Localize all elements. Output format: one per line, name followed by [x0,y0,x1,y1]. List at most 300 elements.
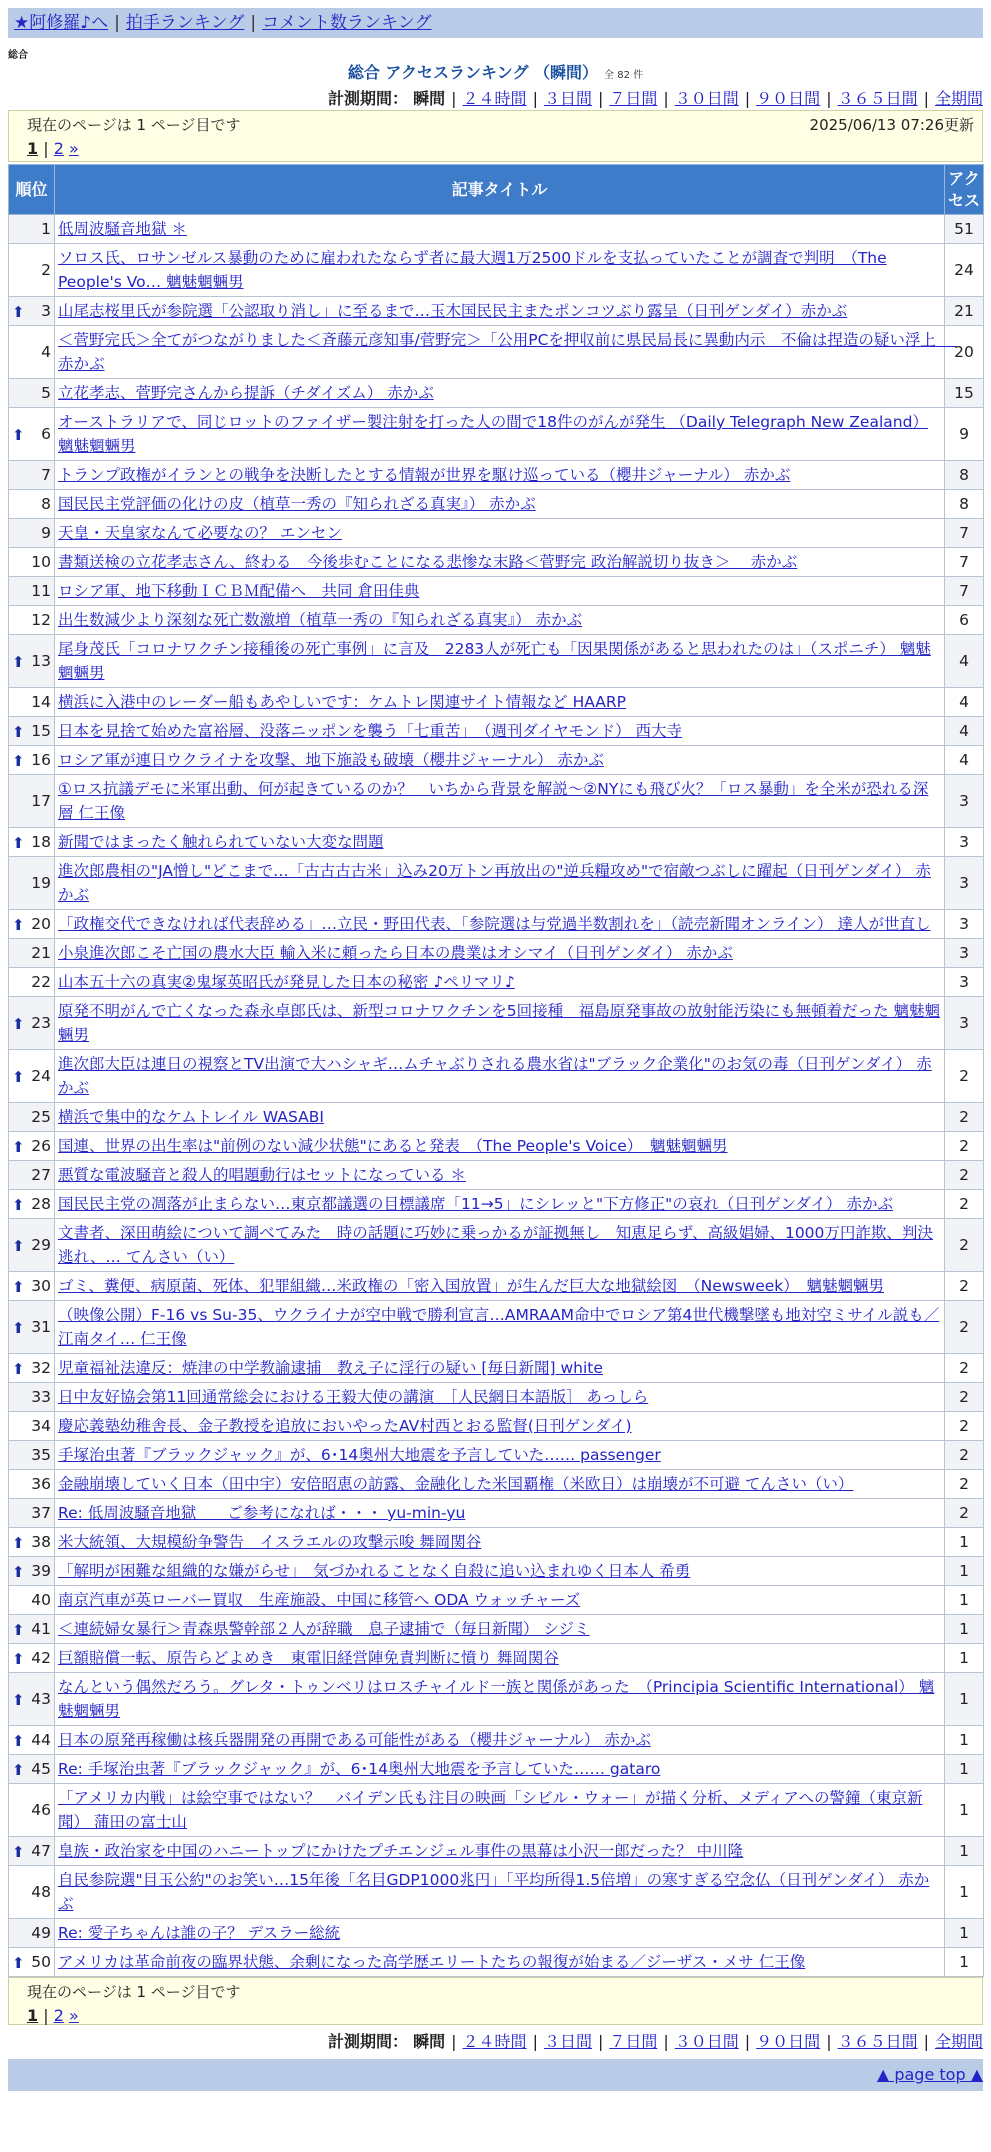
rank-cell [9,297,55,326]
table-row [9,408,984,461]
title-cell [55,1441,945,1470]
access-count: 21 [945,297,984,326]
article-title-link[interactable]: Re: 愛子ちゃんは誰の子？ デスラー総統 [58,1924,341,1942]
rank-up-arrow-icon: ⬆ [12,1068,25,1086]
period-all-link-bottom[interactable]: 全期間 [934,2032,983,2051]
access-header: アクセス [945,165,984,215]
title-cell [55,1383,945,1412]
article-title-link[interactable]: 国連、世界の出生率は"前例のない減少状態"にあると発表 （The People's Voice） 魑魅魍魎男 [58,1137,728,1155]
article-title-link[interactable]: 金融崩壊していく日本（田中宇）安倍昭恵の訪露、金融化した米国覇権（米欧日）は崩壊が不可避 てんさい（い） [58,1475,854,1493]
rank-number: 20 [31,915,51,933]
table-row [9,577,984,606]
table-row [9,1557,984,1586]
rank-up-arrow-icon: ⬆ [12,426,25,444]
rank-cell [9,244,55,297]
access-count: 1 [945,1726,984,1755]
table-row [9,828,984,857]
rank-number: 47 [31,1842,51,1860]
article-title-link[interactable]: 横浜に入港中のレーダー船もあやしいです：ケムトレ関連サイト情報など HAARP [58,693,626,711]
rank-up-arrow-icon: ⬆ [12,1534,25,1552]
rank-cell [9,1103,55,1132]
article-title-link[interactable]: 小泉進次郎こそ亡国の農水大臣 輸入米に頼ったら日本の農業はオシマイ（日刊ゲンダイ） 赤かぶ [58,944,733,962]
article-title-link[interactable]: 「アメリカ内戦」は絵空事ではない？ バイデン氏も注目の映画「シビル・ウォー」が描く分析、メディアへの警鐘（東京新聞） 蒲田の富士山 [58,1789,923,1831]
rank-cell [9,1919,55,1948]
rank-up-arrow-icon: ⬆ [12,1278,25,1296]
title-cell [55,1528,945,1557]
article-title-link[interactable]: 横浜で集中的なケムトレイル WASABI [58,1108,324,1126]
rank-number: 32 [31,1359,51,1377]
access-count: 2 [945,1383,984,1412]
access-count: 2 [945,1050,984,1103]
article-title-link[interactable]: 出生数減少より深刻な死亡数激増（植草一秀の『知られざる真実』） 赤かぶ [58,611,583,629]
access-count: 1 [945,1586,984,1615]
rank-number: 17 [31,792,51,810]
table-row [9,910,984,939]
rank-cell [9,379,55,408]
title-cell [55,1557,945,1586]
rank-number: 2 [41,261,51,279]
rank-up-arrow-icon: ⬆ [12,1954,25,1972]
table-row [9,1784,984,1837]
access-count: 3 [945,775,984,828]
period-7d-link-bottom[interactable]: ７日間 [609,2032,658,2051]
title-cell [55,606,945,635]
title-cell [55,857,945,910]
rank-number: 3 [41,302,51,320]
table-row [9,717,984,746]
rank-cell [9,1161,55,1190]
access-count: 1 [945,1784,984,1837]
period-24h-link[interactable]: ２４時間 [462,89,527,108]
title-cell [55,1272,945,1301]
rank-cell [9,997,55,1050]
period-365d-link-bottom[interactable]: ３６５日間 [837,2032,918,2051]
rank-cell [9,1586,55,1615]
rank-number: 31 [31,1318,51,1336]
access-count: 3 [945,910,984,939]
page-top-link[interactable]: ▲ page top ▲ [876,2065,983,2084]
rank-up-arrow-icon: ⬆ [12,653,25,671]
rank-cell [9,548,55,577]
rank-up-arrow-icon: ⬆ [12,1138,25,1156]
access-count: 7 [945,548,984,577]
period-label-bottom: 計測期間： [328,2032,409,2051]
table-row [9,1161,984,1190]
access-count: 51 [945,215,984,244]
table-row [9,1586,984,1615]
table-row [9,1383,984,1412]
rank-up-arrow-icon: ⬆ [12,1563,25,1581]
title-header: 記事タイトル [55,165,945,215]
period-selector-top: 計測期間： 瞬間 | ２４時間 | ３日間 | ７日間 | ３０日間 | ９０日間 | ３６５日間 | 全期間 [328,89,983,108]
period-90d-link[interactable]: ９０日間 [756,89,821,108]
rank-cell [9,1301,55,1354]
table-row [9,635,984,688]
rank-cell [9,910,55,939]
rank-cell [9,828,55,857]
access-count: 20 [945,326,984,379]
rank-cell [9,1615,55,1644]
pagination-bottom: 1 | 2 » [27,2006,79,2025]
next-page-link[interactable]: » [68,139,79,158]
rank-number: 34 [31,1417,51,1435]
access-count: 1 [945,1528,984,1557]
title-cell [55,548,945,577]
access-count: 8 [945,490,984,519]
article-title-link[interactable]: 天皇・天皇家なんて必要なの？ エンセン [58,524,342,542]
rank-cell [9,577,55,606]
table-row [9,1412,984,1441]
table-row [9,326,984,379]
page-2-link-bottom[interactable]: 2 [53,2006,64,2025]
article-title-link[interactable]: 悪質な電波騒音と殺人的唱題動行はセットになっている ＊ [58,1166,466,1184]
table-row [9,1219,984,1272]
access-count: 1 [945,1557,984,1586]
access-count: 4 [945,746,984,775]
title-cell [55,1866,945,1919]
table-row [9,1866,984,1919]
rank-number: 6 [41,425,51,443]
rank-number: 43 [31,1690,51,1708]
top-nav [8,8,983,38]
rank-number: 16 [31,751,51,769]
rank-number: 15 [31,722,51,740]
ranking-table [8,164,984,1977]
title-cell [55,1673,945,1726]
article-title-link[interactable]: 国民民主党評価の化けの皮（植草一秀の『知られざる真実』） 赤かぶ [58,495,536,513]
article-title-link[interactable]: 日中友好協会第11回通常総会における王毅大使の講演 ［人民網日本語版］ あっしら [58,1388,649,1406]
rank-number: 10 [31,553,51,571]
title-cell [55,1103,945,1132]
table-row [9,939,984,968]
table-row [9,775,984,828]
access-count: 1 [945,1673,984,1726]
ranking-title: 総合 アクセスランキング （瞬間） [347,63,599,82]
access-count: 3 [945,968,984,997]
rank-number: 49 [31,1924,51,1942]
article-title-link[interactable]: 尾身茂氏「コロナワクチン接種後の死亡事例」に言及 2283人が死亡も「因果関係があると思われたのは」（スポニチ） 魑魅魍魎男 [58,640,931,682]
article-title-link[interactable]: ゴミ、糞便、病原菌、死体、犯罪組織…米政権の「密入国放置」が生んだ巨大な地獄絵図 （Newsweek） 魑魅魍魎男 [58,1277,884,1295]
rank-cell [9,490,55,519]
rank-up-arrow-icon: ⬆ [12,1732,25,1750]
title-cell [55,577,945,606]
article-title-link[interactable]: 日本の原発再稼働は核兵器開発の再開である可能性がある（櫻井ジャーナル） 赤かぶ [58,1731,651,1749]
access-count: 2 [945,1470,984,1499]
access-count: 2 [945,1219,984,1272]
table-row [9,1528,984,1557]
table-row [9,968,984,997]
rank-cell [9,1755,55,1784]
next-page-link-bottom[interactable]: » [68,2006,79,2025]
table-row [9,1470,984,1499]
rank-up-arrow-icon: ⬆ [12,1319,25,1337]
rank-up-arrow-icon: ⬆ [12,1196,25,1214]
rank-number: 40 [31,1591,51,1609]
access-count: 3 [945,857,984,910]
table-row [9,746,984,775]
access-count: 3 [945,939,984,968]
rank-up-arrow-icon: ⬆ [12,1691,25,1709]
rank-number: 8 [41,495,51,513]
access-count: 1 [945,1755,984,1784]
table-row [9,1615,984,1644]
access-count: 9 [945,408,984,461]
rank-cell [9,1784,55,1837]
title-cell [55,379,945,408]
article-title-link[interactable]: 「解明が困難な組織的な嫌がらせ」 気づかれることなく自殺に追い込まれゆく日本人 希勇 [58,1562,691,1580]
table-row [9,1948,984,1977]
article-title-link[interactable]: Re: 手塚治虫著『ブラックジャック』が、6･14奥州大地震を予言していた…… gataro [58,1760,661,1778]
rank-number: 39 [31,1562,51,1580]
article-title-link[interactable]: 児童福祉法違反：焼津の中学教諭逮捕 教え子に淫行の疑い [毎日新聞] white [58,1359,603,1377]
article-title-link[interactable]: 巨額賠償一転、原告らどよめき 東電旧経営陣免責判断に憤り 舞岡関谷 [58,1649,559,1667]
access-count: 15 [945,379,984,408]
period-current-bottom: 瞬間 [413,2032,446,2051]
rank-cell [9,1354,55,1383]
table-header [9,165,984,215]
current-page-text: 現在のページは 1 ページ目です [27,116,241,134]
rank-number: 30 [31,1277,51,1295]
table-row [9,1499,984,1528]
page-1-bottom: 1 [27,2006,39,2025]
access-count: 1 [945,1948,984,1977]
article-title-link[interactable]: （映像公開）F-16 vs Su-35、ウクライナが空中戦で勝利宣言…AMRAAM命中でロシア第4世代機撃墜も地対空ミサイル説も／江南タイ… 仁王像 [58,1306,940,1348]
article-title-link[interactable]: ＜連続婦女暴行＞青森県警幹部２人が辞職 息子逮捕で（毎日新聞） シジミ [58,1620,590,1638]
rank-cell [9,1499,55,1528]
article-title-link[interactable]: 文書者、深田萌絵について調べてみた 時の話題に巧妙に乗っかるが証拠無し 知恵足らず、高級娼婦、1000万円詐欺、判決逃れ、… てんさい（い） [58,1224,933,1266]
article-title-link[interactable]: 新聞ではまったく触れられていない大変な問題 [58,833,384,851]
article-title-link[interactable]: ソロス氏、ロサンゼルス暴動のために雇われたならず者に最大週1万2500ドルを支払っていたことが調査で判明 （The People's Vo… 魑魅魍魎男 [58,249,887,291]
page-1: 1 [27,139,39,158]
rank-number: 18 [31,833,51,851]
table-row [9,857,984,910]
article-title-link[interactable]: 立花孝志、菅野完さんから提訴（チダイズム） 赤かぶ [58,384,434,402]
article-title-link[interactable]: オーストラリアで、同じロットのファイザー製注射を打った人の間で18件のがんが発生 （Daily Telegraph New Zealand） 魑魅魍魎男 [58,413,928,455]
rank-up-arrow-icon: ⬆ [12,1360,25,1378]
period-365d-link[interactable]: ３６５日間 [837,89,918,108]
period-all-link[interactable]: 全期間 [934,89,983,108]
rank-cell [9,1866,55,1919]
page-2-link[interactable]: 2 [53,139,64,158]
rank-cell [9,1557,55,1586]
rank-cell [9,1470,55,1499]
period-24h-link-bottom[interactable]: ２４時間 [462,2032,527,2051]
title-cell [55,1586,945,1615]
article-title-link[interactable]: なんという偶然だろう。グレタ・トゥンベリはロスチャイルド一族と関係があった （Principia Scientific International） 魑魅魍魎男 [58,1678,935,1720]
title-cell [55,910,945,939]
title-cell [55,828,945,857]
title-cell [55,215,945,244]
rank-cell [9,968,55,997]
table-row [9,1726,984,1755]
rank-cell [9,939,55,968]
article-title-link[interactable]: 手塚治虫著『ブラックジャック』が、6･14奥州大地震を予言していた…… passenger [58,1446,661,1464]
article-title-link[interactable]: 「政権交代できなければ代表辞める」…立民・野田代表、「参院選は与党過半数割れを」（読売新聞オンライン） 達人が世直し [58,915,931,933]
rank-up-arrow-icon: ⬆ [12,1237,25,1255]
rank-up-arrow-icon: ⬆ [12,1015,25,1033]
rank-up-arrow-icon: ⬆ [12,916,25,934]
title-cell [55,1837,945,1866]
access-count: 7 [945,519,984,548]
table-row [9,1132,984,1161]
rank-number: 23 [31,1014,51,1032]
pagination: 1 | 2 » [27,139,79,158]
home-link[interactable]: ★阿修羅♪へ [14,13,109,33]
paging-box-bottom [8,1977,983,2025]
period-current: 瞬間 [413,89,446,108]
access-count: 2 [945,1103,984,1132]
title-cell [55,1161,945,1190]
title-cell [55,1755,945,1784]
article-title-link[interactable]: 書類送検の立花孝志さん、終わる 今後歩むことになる悲惨な末路＜菅野完 政治解説切り抜き＞ 赤かぶ [58,553,798,571]
clap-ranking-link[interactable]: 拍手ランキング [125,13,245,33]
table-row [9,1837,984,1866]
table-row [9,606,984,635]
rank-cell [9,1441,55,1470]
table-row [9,1919,984,1948]
title-cell [55,939,945,968]
rank-number: 46 [31,1801,51,1819]
rank-cell [9,1644,55,1673]
access-count: 2 [945,1354,984,1383]
table-row [9,244,984,297]
rank-cell [9,1190,55,1219]
period-7d-link[interactable]: ７日間 [609,89,658,108]
article-title-link[interactable]: ロシア軍、地下移動ＩＣＢＭ配備へ 共同 倉田佳典 [58,582,420,600]
period-3d-link-bottom[interactable]: ３日間 [543,2032,592,2051]
rank-number: 35 [31,1446,51,1464]
title-cell [55,1499,945,1528]
title-cell [55,1470,945,1499]
table-row [9,1103,984,1132]
title-cell [55,688,945,717]
rank-number: 42 [31,1649,51,1667]
table-row [9,1050,984,1103]
title-cell [55,746,945,775]
article-title-link[interactable]: 山尾志桜里氏が参院選「公認取り消し」に至るまで…玉木国民民主またポンコツぶり露呈（日刊ゲンダイ）赤かぶ [58,302,848,320]
access-count: 6 [945,606,984,635]
article-title-link[interactable]: アメリカは革命前夜の臨界状態、余剰になった高学歴エリートたちの報復が始まる／ジーザス・メサ 仁王像 [58,1953,806,1971]
rank-up-arrow-icon: ⬆ [12,1761,25,1779]
table-row [9,1644,984,1673]
article-title-link[interactable]: 南京汽車が英ローバー買収 生産施設、中国に移管へ ODA ウォッチャーズ [58,1591,581,1609]
period-90d-link-bottom[interactable]: ９０日間 [756,2032,821,2051]
title-cell [55,997,945,1050]
rank-number: 1 [41,220,51,238]
rank-number: 41 [31,1620,51,1638]
access-count: 1 [945,1919,984,1948]
table-row [9,1272,984,1301]
access-count: 2 [945,1272,984,1301]
rank-up-arrow-icon: ⬆ [12,1621,25,1639]
article-title-link[interactable]: 慶応義塾幼稚舎長、金子教授を追放においやったAV村西とおる監督(日刊ゲンダイ) [58,1417,632,1435]
article-title-link[interactable]: 進次郎農相の"JA憎し"どこまで…「古古古古米」込み20万トン再放出の"逆兵糧攻め"で宿敵つぶしに躍起（日刊ゲンダイ） 赤かぶ [58,862,931,904]
article-title-link[interactable]: ＜菅野完氏＞全てがつながりました＜斉藤元彦知事/菅野完＞「公用PCを押収前に県民局長に異動内示 不倫は捏造の疑い浮上 赤かぶ [58,331,957,373]
title-cell [55,1615,945,1644]
rank-number: 28 [31,1195,51,1213]
article-title-link[interactable]: 日本を見捨て始めた富裕層、没落ニッポンを襲う「七重苦」 （週刊ダイヤモンド） 西大寺 [58,722,683,740]
rank-number: 45 [31,1760,51,1778]
title-cell [55,1050,945,1103]
access-count: 1 [945,1866,984,1919]
rank-number: 21 [31,944,51,962]
access-count: 2 [945,1301,984,1354]
rank-number: 11 [31,582,51,600]
table-row [9,1673,984,1726]
article-title-link[interactable]: 自民参院選"目玉公約"のお笑い…15年後「名目GDP1000兆円」「平均所得1.5倍増」の寒すぎる空念仏（日刊ゲンダイ） 赤かぶ [58,1871,930,1913]
rank-cell [9,635,55,688]
access-count: 4 [945,635,984,688]
access-count: 24 [945,244,984,297]
period-label: 計測期間： [328,89,409,108]
article-title-link[interactable]: ①ロス抗議デモに米軍出動、何が起きているのか？ いちから背景を解説～②NYにも飛び火？「ロス暴動」を全米が恐れる深層 仁王像 [58,780,929,822]
updated-timestamp: 2025/06/13 07:26更新 [809,116,974,134]
access-count: 7 [945,577,984,606]
article-title-link[interactable]: 国民民主党の凋落が止まらない…東京都議選の目標議席「11→5」にシレッと"下方修正"の哀れ（日刊ゲンダイ） 赤かぶ [58,1195,893,1213]
article-title-link[interactable]: 進次郎大臣は連日の視察とTV出演で大ハシャギ…ムチャぶりされる農水省は"ブラック企業化"のお気の毒（日刊ゲンダイ） 赤かぶ [58,1055,932,1097]
period-3d-link[interactable]: ３日間 [543,89,592,108]
article-title-link[interactable]: トランプ政権がイランとの戦争を決断したとする情報が世界を駆け巡っている（櫻井ジャーナル） 赤かぶ [58,466,791,484]
period-30d-link-bottom[interactable]: ３０日間 [674,2032,739,2051]
nav-separator: | [114,13,120,33]
rank-cell [9,215,55,244]
access-count: 2 [945,1132,984,1161]
rank-cell [9,1412,55,1441]
access-count: 4 [945,717,984,746]
article-title-link[interactable]: 山本五十六の真実②鬼塚英昭氏が発見した日本の秘密 ♪ペリマリ♪ [58,973,515,991]
table-row [9,519,984,548]
rank-number: 5 [41,384,51,402]
title-cell [55,968,945,997]
rank-number: 7 [41,466,51,484]
article-title-link[interactable]: Re: 低周波騒音地獄 ご参考になれば・・・ yu-min-yu [58,1504,466,1522]
paging-box-top [8,110,983,162]
comment-ranking-link[interactable]: コメント数ランキング [262,13,432,33]
access-count: 8 [945,461,984,490]
rank-cell [9,326,55,379]
rank-cell [9,1528,55,1557]
title-cell [55,717,945,746]
access-count: 1 [945,1644,984,1673]
rank-cell [9,1673,55,1726]
rank-number: 36 [31,1475,51,1493]
access-count: 2 [945,1412,984,1441]
nav-separator: | [250,13,257,33]
access-count: 2 [945,1190,984,1219]
table-row [9,297,984,326]
access-count: 1 [945,1615,984,1644]
title-cell [55,1301,945,1354]
period-selector-bottom: 計測期間： 瞬間 | ２４時間 | ３日間 | ７日間 | ３０日間 | ９０日間 | ３６５日間 | 全期間 [328,2032,983,2051]
access-count: 2 [945,1161,984,1190]
title-cell [55,1190,945,1219]
rank-number: 9 [41,524,51,542]
rank-number: 13 [31,652,51,670]
article-title-link[interactable]: 皇族・政治家を中国のハニートップにかけたプチエンジェル事件の黒幕は小沢一郎だった？ 中川隆 [58,1842,744,1860]
rank-up-arrow-icon: ⬆ [12,723,25,741]
category-label: 総合 [8,50,28,61]
article-title-link[interactable]: 米大統領、大規模紛争警告 イスラエルの攻撃示唆 舞岡関谷 [58,1533,482,1551]
article-title-link[interactable]: 原発不明がんで亡くなった森永卓郎氏は、新型コロナワクチンを5回接種 福島原発事故の放射能汚染にも無頓着だった 魑魅魍魎男 [58,1002,941,1044]
article-title-link[interactable]: 低周波騒音地獄 ＊ [58,220,187,238]
title-cell [55,326,957,379]
rank-cell [9,1219,55,1272]
period-30d-link[interactable]: ３０日間 [674,89,739,108]
article-title-link[interactable]: ロシア軍が連日ウクライナを攻撃、地下施設も破壊（櫻井ジャーナル） 赤かぶ [58,751,604,769]
rank-number: 26 [31,1137,51,1155]
rank-cell [9,746,55,775]
rank-cell [9,1948,55,1977]
